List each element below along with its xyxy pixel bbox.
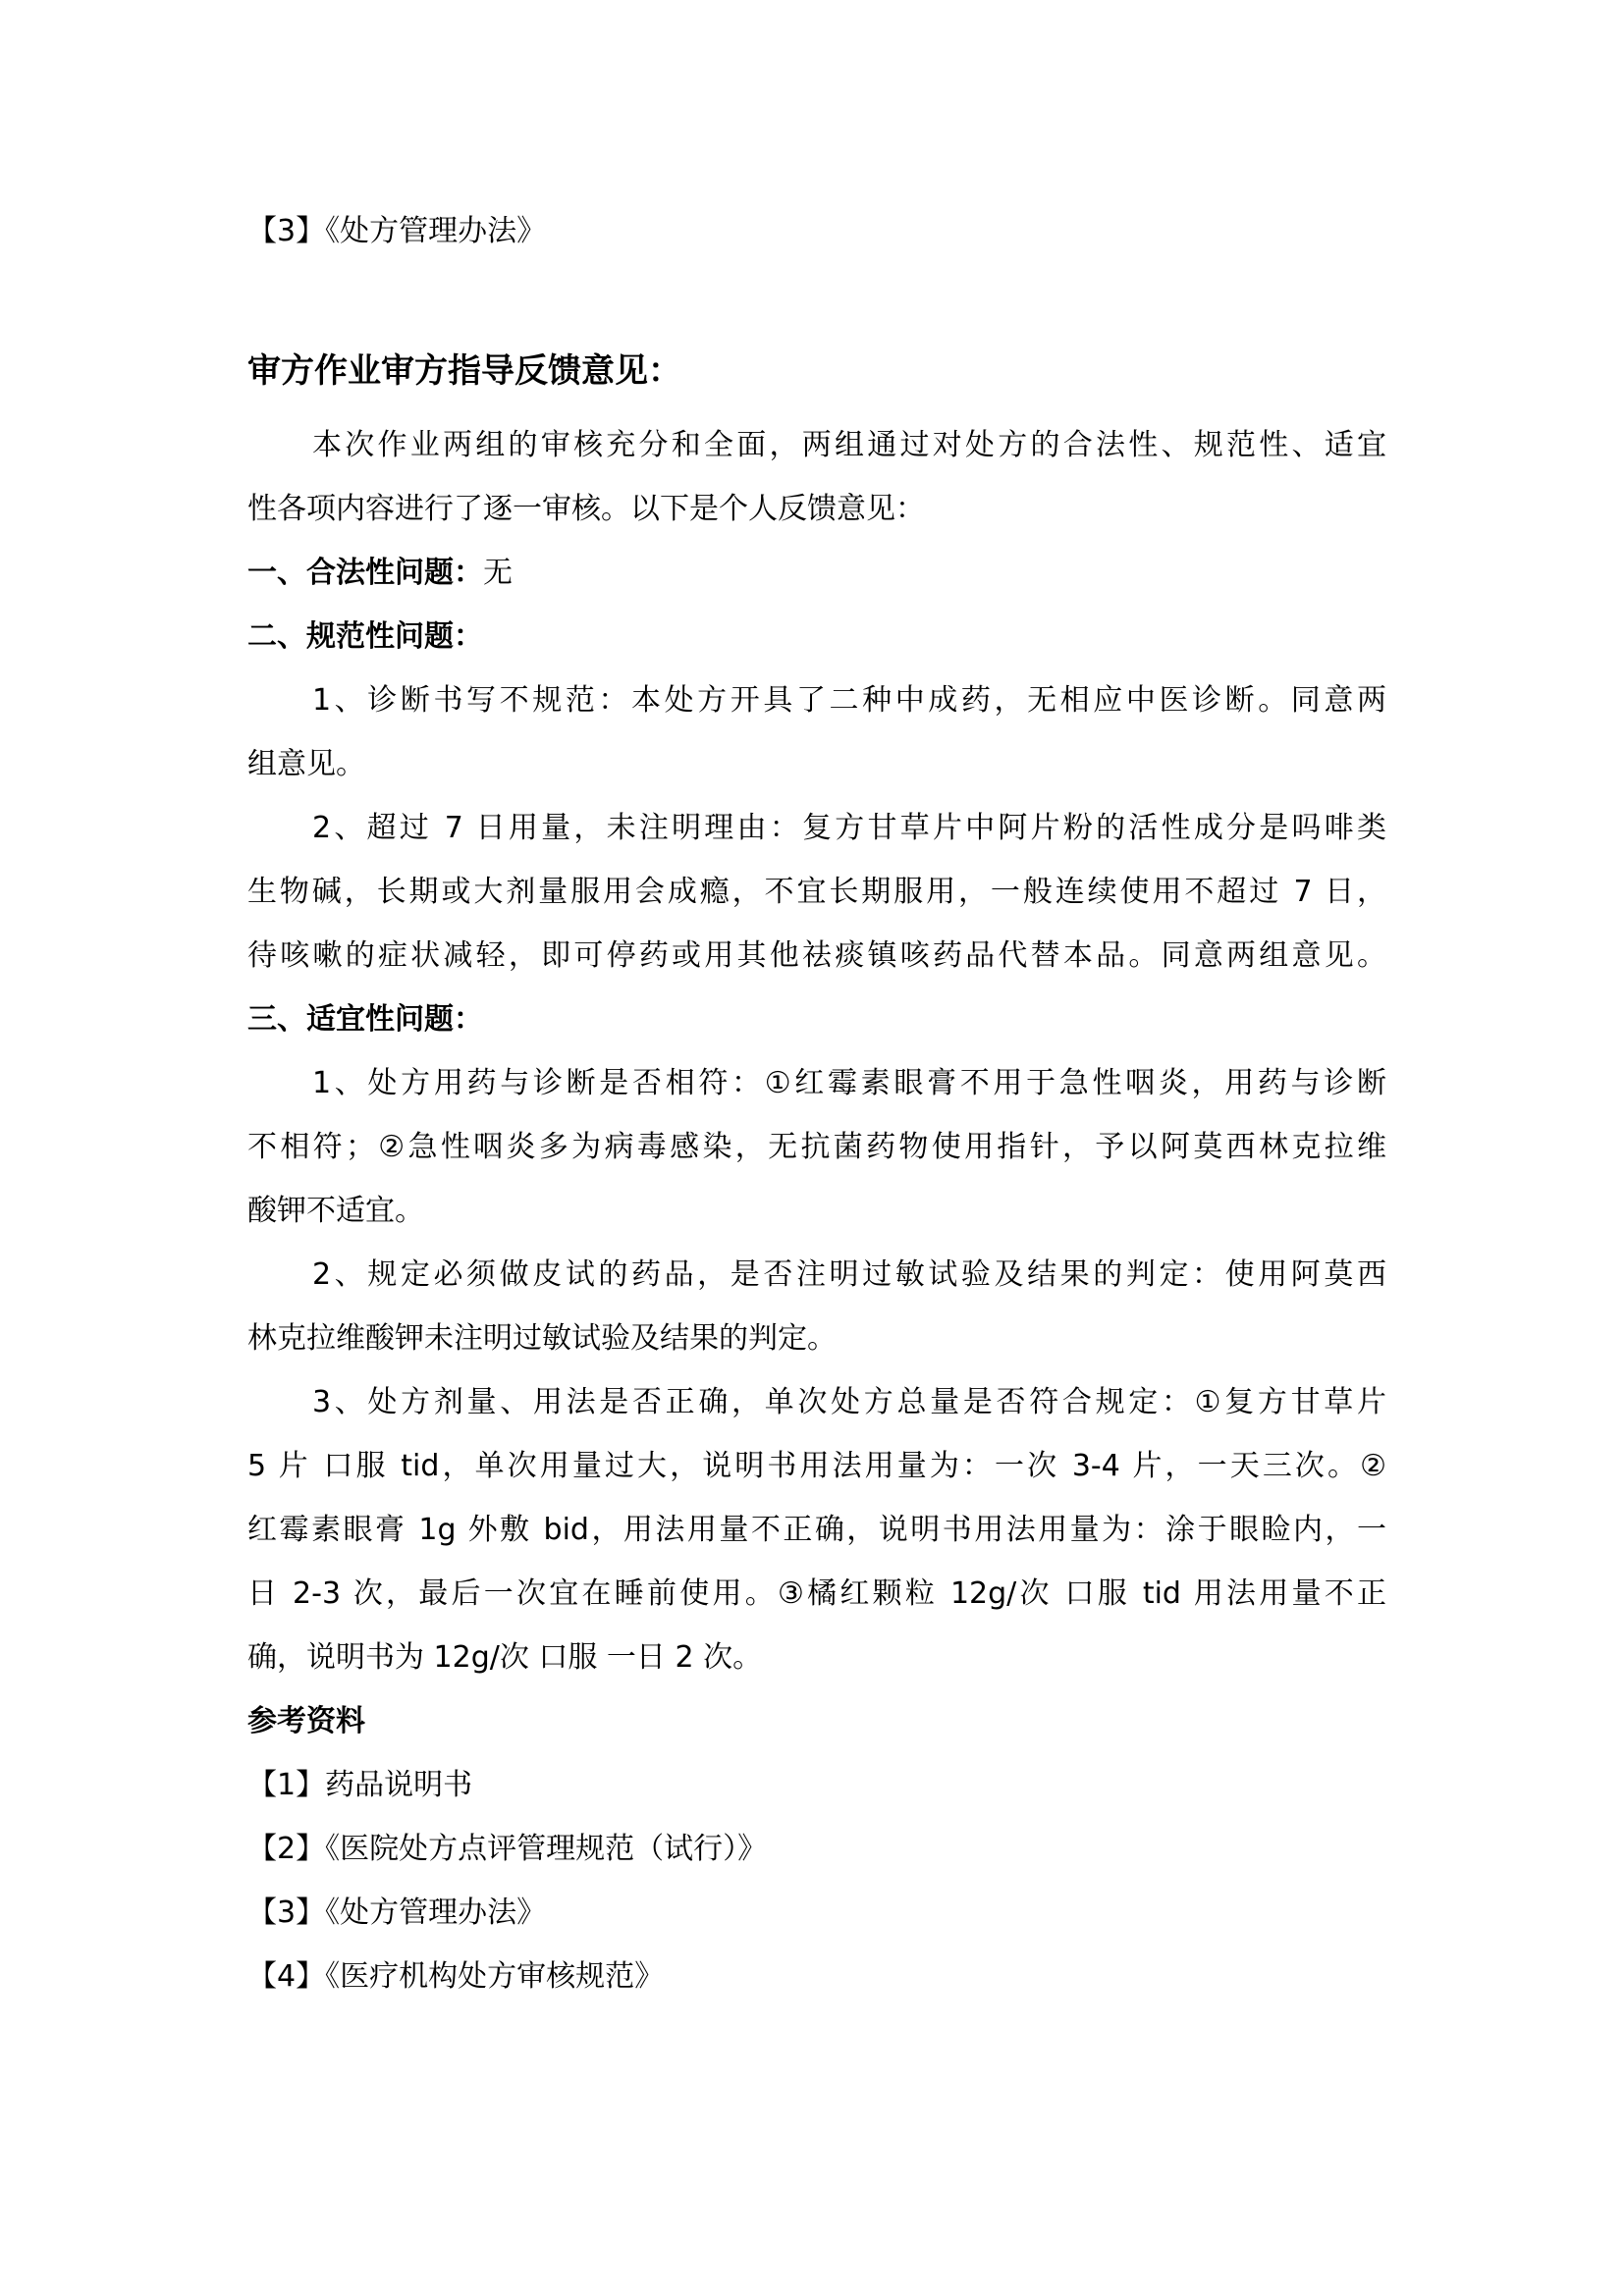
references-label: 参考资料 — [247, 1704, 365, 1738]
reference-item-2: 【2】《医院处方点评管理规范（试行）》 — [247, 1832, 768, 1866]
section-legality — [247, 554, 513, 593]
suitability-item3-line1: 3、处方剂量、用法是否正确，单次处方总量是否符合规定：①复方甘草片 — [312, 1385, 1386, 1419]
suitability-item3-line4: 日 2-3 次，最后一次宜在睡前使用。③橘红颗粒 12g/次 口服 tid 用法用量不正 — [247, 1576, 1386, 1611]
suitability-item3-line5: 确，说明书为 12g/次 口服 一日 2 次。 — [247, 1640, 763, 1675]
intro-line-2: 性各项内容进行了逐一审核。以下是个人反馈意见： — [247, 492, 925, 526]
suitability-item1-line2: 不相符；②急性咽炎多为病毒感染，无抗菌药物使用指针，予以阿莫西林克拉维 — [247, 1130, 1386, 1164]
reference-item-3: 【3】《处方管理办法》 — [247, 1896, 547, 1930]
standardization-item1-line1: 1、诊断书写不规范：本处方开具了二种中成药，无相应中医诊断。同意两 — [312, 683, 1386, 718]
standardization-item2-line1: 2、超过 7 日用量，未注明理由：复方甘草片中阿片粉的活性成分是吗啡类 — [312, 811, 1386, 845]
top-reference: 【3】《处方管理办法》 — [247, 214, 547, 248]
standardization-item2-line3: 待咳嗽的症状减轻，即可停药或用其他祛痰镇咳药品代替本品。同意两组意见。 — [247, 938, 1386, 973]
intro-line-1: 本次作业两组的审核充分和全面，两组通过对处方的合法性、规范性、适宜 — [312, 428, 1386, 462]
section-standardization-label: 二、规范性问题： — [247, 619, 483, 654]
standardization-item1-line2: 组意见。 — [247, 747, 365, 781]
section-legality-value: 无 — [483, 556, 513, 590]
section-suitability-label: 三、适宜性问题： — [247, 1002, 483, 1037]
suitability-item2-line1: 2、规定必须做皮试的药品，是否注明过敏试验及结果的判定：使用阿莫西 — [312, 1257, 1386, 1292]
standardization-item2-line2: 生物碱，长期或大剂量服用会成瘾，不宜长期服用，一般连续使用不超过 7 日， — [247, 875, 1386, 909]
suitability-item3-line3: 红霉素眼膏 1g 外敷 bid，用法用量不正确，说明书用法用量为：涂于眼睑内，一 — [247, 1513, 1386, 1547]
suitability-item3-line2: 5 片 口服 tid，单次用量过大，说明书用法用量为：一次 3-4 片，一天三次。② — [247, 1449, 1386, 1483]
suitability-item2-line2: 林克拉维酸钾未注明过敏试验及结果的判定。 — [247, 1321, 837, 1356]
section-legality-label: 一、合法性问题： — [247, 556, 483, 590]
reference-item-4: 【4】《医疗机构处方审核规范》 — [247, 1959, 665, 1994]
suitability-item1-line1: 1、处方用药与诊断是否相符：①红霉素眼膏不用于急性咽炎，用药与诊断 — [312, 1066, 1386, 1100]
reference-item-1: 【1】药品说明书 — [247, 1768, 473, 1802]
suitability-item1-line3: 酸钾不适宜。 — [247, 1194, 424, 1228]
feedback-heading: 审方作业审方指导反馈意见： — [247, 351, 681, 391]
